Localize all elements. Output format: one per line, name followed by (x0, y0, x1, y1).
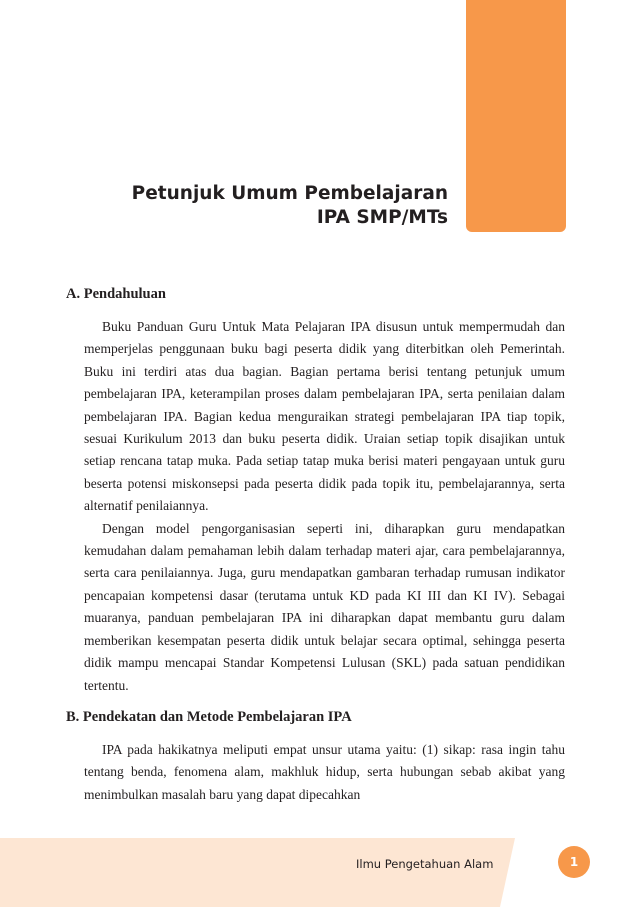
section-b-body (84, 739, 565, 806)
section-b-heading: B. Pendekatan dan Metode Pembelajaran IPA (66, 708, 352, 725)
page-content (66, 284, 565, 806)
section-a-paragraph-2: Dengan model pengorganisasian seperti ini, diharapkan guru mendapatkan kemudahan dalam pemahaman lebih dalam terhadap materi ajar, cara pembelajarannya, serta cara penilaiannya. Juga, guru mendapatkan gambaran terhadap rumusan indikator pencapaian kompetensi dasar (terutama untuk KD pada KI III dan KI IV). Sebagai muaranya, panduan pembelajaran IPA ini diharapkan dapat membantu guru dalam memberikan kesempatan peserta didik untuk belajar secara optimal, sehingga peserta didik mampu mencapai Standar Kompetensi Lulusan (SKL) pada satuan pendidikan tertentu. (84, 520, 565, 693)
footer-band-shape (0, 838, 638, 907)
section-a-paragraph-1: Buku Panduan Guru Untuk Mata Pelajaran IPA disusun untuk mempermudah dan memperjelas penggunaan buku bagi peserta didik yang diterbitkan oleh Pemerintah. Buku ini terdiri atas dua bagian. Bagian pertama berisi tentang petunjuk umum pembelajaran IPA, keterampilan proses dalam pembelajaran IPA, serta penilaian dalam pembelajaran IPA. Bagian kedua menguraikan strategi pembelajaran IPA tiap topik, sesuai Kurikulum 2013 dan buku peserta didik. Uraian setiap topik disajikan untuk setiap rencana tatap muka. Pada setiap tatap muka berisi materi pengayaan untuk guru beserta potensi miskonsepsi pada peserta didik pada topik itu, pembelajarannya, serta alternatif penilaiannya. (84, 319, 565, 514)
section-a-body (84, 316, 565, 697)
page-number-badge (558, 846, 590, 878)
footer-band (0, 838, 638, 907)
section-b-paragraph-1: IPA pada hakikatnya meliputi empat unsur utama yaitu: (1) sikap: rasa ingin tahu tentang benda, fenomena alam, makhluk hidup, serta hubungan sebab akibat yang menimbulkan masalah baru yang dapat dipecahkan (84, 741, 565, 802)
chapter-title-line-2: IPA SMP/MTs (316, 207, 448, 228)
page-number: 1 (569, 855, 579, 869)
section-a-heading: A. Pendahuluan (66, 286, 166, 302)
chapter-title (132, 182, 448, 230)
footer-book-title: Ilmu Pengetahuan Alam (356, 857, 494, 871)
orange-header-tab (466, 0, 566, 232)
chapter-title-line-1: Petunjuk Umum Pembelajaran (131, 183, 448, 204)
